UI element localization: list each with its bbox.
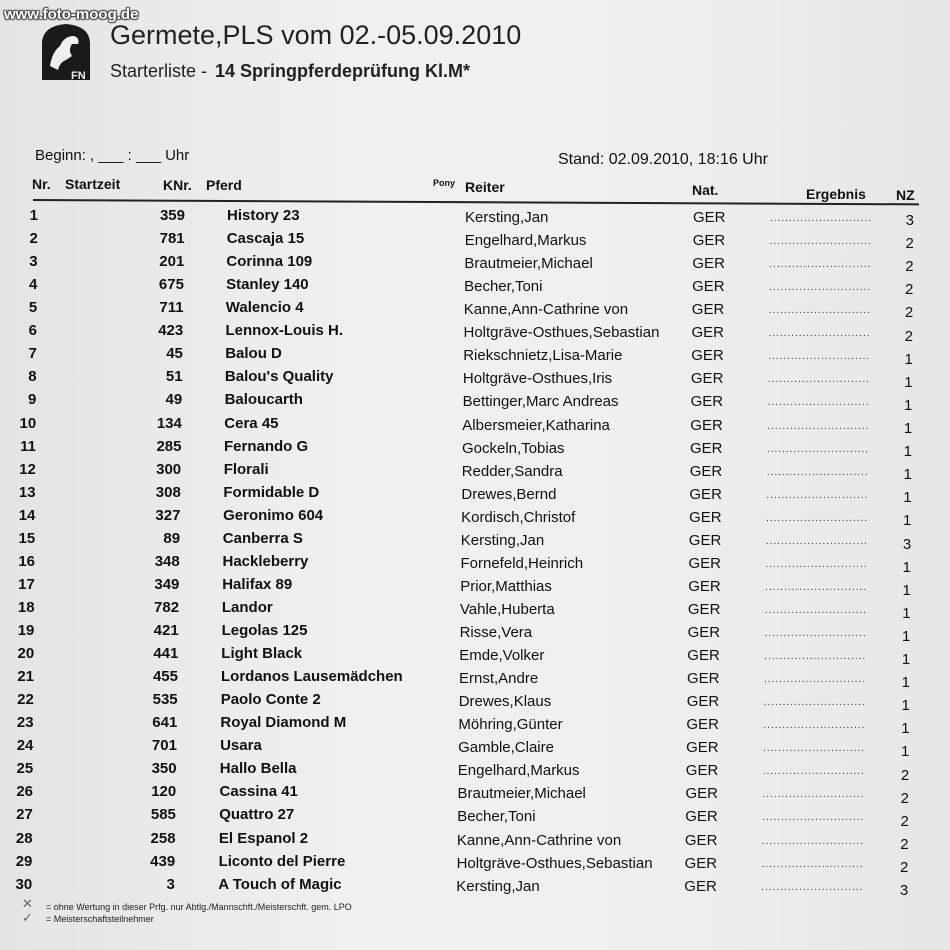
row-number: 19 — [17, 622, 35, 640]
row-knr: 423 — [158, 322, 184, 340]
row-nz: 2 — [904, 327, 913, 345]
row-horse: Liconto del Pierre — [218, 852, 346, 870]
row-nation: GER — [684, 877, 717, 895]
row-horse: A Touch of Magic — [218, 875, 342, 893]
row-nz: 1 — [901, 674, 910, 692]
cross-icon: ✕ — [22, 896, 33, 911]
row-nation: GER — [687, 624, 721, 642]
row-rider: Drewes,Bernd — [461, 485, 557, 503]
row-result-blank: ........................... — [762, 789, 865, 801]
row-number: 26 — [16, 783, 33, 801]
row-number: 30 — [15, 875, 33, 893]
table-row — [0, 230, 950, 253]
row-rider: Holtgräve-Osthues,Sebastian — [463, 324, 660, 342]
row-horse: Balou's Quality — [224, 368, 334, 386]
row-number: 23 — [16, 714, 34, 732]
row-nz: 1 — [903, 419, 913, 437]
row-knr: 711 — [159, 299, 184, 317]
row-result-blank: ........................... — [764, 674, 867, 686]
row-nz: 1 — [903, 489, 912, 507]
row-rider: Engelhard,Markus — [464, 232, 587, 250]
row-result-blank: ........................... — [768, 328, 871, 340]
watermark: www.foto-moog.de — [4, 6, 139, 23]
row-horse: Legolas 125 — [221, 622, 308, 640]
col-header-pferd: Pferd — [206, 177, 242, 193]
row-knr: 285 — [156, 437, 182, 455]
row-number: 12 — [19, 460, 36, 478]
row-knr: 45 — [166, 345, 183, 363]
row-horse: Halifax 89 — [222, 575, 293, 593]
row-horse: Cascaja 15 — [226, 230, 305, 248]
row-nation: GER — [686, 716, 719, 734]
row-result-blank: ........................... — [761, 835, 864, 847]
row-result-blank: ........................... — [762, 812, 865, 824]
row-nation: GER — [685, 762, 719, 780]
row-knr: 359 — [159, 207, 185, 224]
row-result-blank: ........................... — [768, 305, 871, 317]
svg-text:FN: FN — [71, 70, 86, 82]
row-number: 21 — [17, 668, 34, 686]
row-nz: 3 — [905, 212, 914, 229]
row-nation: GER — [687, 670, 720, 688]
row-nation: GER — [691, 324, 725, 342]
row-number: 15 — [18, 529, 36, 547]
row-knr: 327 — [155, 506, 181, 524]
table-row — [0, 391, 950, 414]
row-horse: History 23 — [227, 207, 300, 224]
checkmark-icon: ✓ — [22, 910, 33, 925]
row-nz: 2 — [905, 281, 914, 299]
start-time-field: Beginn: , ___ : ___ Uhr — [35, 147, 190, 164]
subtitle-prefix: Starterliste - — [110, 61, 208, 81]
row-result-blank: ........................... — [769, 282, 872, 294]
table-row — [0, 712, 950, 738]
row-number: 14 — [18, 506, 36, 524]
row-horse: Fernando G — [224, 437, 309, 455]
row-horse: Corinna 109 — [226, 253, 313, 271]
row-knr: 782 — [154, 598, 180, 616]
row-rider: Kersting,Jan — [456, 877, 540, 895]
starter-table — [0, 207, 950, 900]
row-knr: 300 — [156, 460, 182, 478]
table-row — [0, 689, 950, 715]
row-nz: 1 — [904, 350, 913, 368]
row-result-blank: ........................... — [767, 374, 870, 386]
row-nz: 1 — [904, 396, 913, 414]
row-nation: GER — [689, 462, 723, 480]
row-number: 24 — [16, 737, 34, 755]
row-rider: Kanne,Ann-Cathrine von — [463, 301, 629, 319]
row-result-blank: ........................... — [769, 236, 872, 248]
legend-line-1: = ohne Wertung in dieser Prfg. nur Abtlg./Mannschft./Meisterschft. gem. LPO — [46, 902, 352, 912]
row-rider: Prior,Matthias — [460, 577, 552, 595]
row-nation: GER — [692, 255, 725, 273]
row-nz: 2 — [900, 766, 910, 784]
row-knr: 535 — [152, 691, 178, 709]
row-number: 11 — [20, 437, 36, 455]
row-rider: Albersmeier,Katharina — [462, 416, 610, 434]
row-result-blank: ........................... — [765, 581, 868, 593]
row-knr: 585 — [150, 806, 176, 824]
row-horse: Florali — [223, 460, 269, 478]
row-horse: Landor — [221, 598, 273, 616]
row-nz: 1 — [901, 651, 911, 669]
page-subtitle — [110, 61, 470, 82]
row-knr: 675 — [158, 276, 184, 294]
competition-name: 14 Springpferdeprüfung Kl.M* — [215, 61, 471, 81]
table-row — [0, 826, 950, 853]
row-rider: Gamble,Claire — [458, 739, 554, 757]
row-horse: Stanley 140 — [226, 276, 309, 294]
row-nz: 1 — [901, 743, 910, 761]
row-rider: Vahle,Huberta — [459, 600, 555, 618]
row-number: 18 — [17, 598, 35, 616]
table-row — [0, 413, 950, 436]
row-number: 7 — [28, 345, 37, 363]
table-row — [0, 574, 950, 597]
row-rider: Möhring,Günter — [458, 716, 563, 734]
table-row — [0, 459, 950, 482]
row-knr: 701 — [151, 737, 177, 755]
row-number: 9 — [28, 391, 37, 409]
row-result-blank: ........................... — [769, 259, 872, 271]
row-nation: GER — [690, 370, 724, 388]
row-nz: 1 — [902, 558, 911, 576]
table-row — [0, 368, 950, 391]
table-row — [0, 780, 950, 807]
row-horse: Hackleberry — [222, 552, 309, 570]
row-result-blank: ........................... — [764, 628, 867, 640]
row-knr: 781 — [159, 230, 185, 248]
row-rider: Becher,Toni — [464, 278, 543, 296]
table-row — [0, 735, 950, 761]
row-horse: Canberra S — [222, 529, 303, 547]
row-nz: 1 — [903, 443, 912, 461]
header-divider — [33, 199, 919, 205]
table-row — [0, 620, 950, 643]
table-row — [0, 345, 950, 368]
row-number: 27 — [16, 806, 33, 824]
row-number: 3 — [29, 253, 38, 271]
row-nz: 2 — [900, 789, 909, 807]
row-number: 2 — [29, 230, 38, 248]
table-row — [0, 872, 950, 900]
row-nz: 2 — [905, 258, 914, 276]
table-row — [0, 666, 950, 692]
row-number: 17 — [18, 575, 35, 593]
row-result-blank: ........................... — [768, 351, 871, 363]
row-horse: Cassina 41 — [219, 783, 298, 801]
row-number: 29 — [15, 852, 33, 870]
row-nation: GER — [686, 693, 720, 711]
row-result-blank: ........................... — [765, 558, 868, 570]
row-knr: 51 — [165, 368, 183, 386]
row-rider: Kordisch,Christof — [461, 508, 576, 526]
row-rider: Fornefeld,Heinrich — [460, 554, 584, 572]
row-number: 5 — [28, 299, 38, 317]
row-knr: 350 — [151, 760, 177, 778]
row-rider: Becher,Toni — [457, 808, 536, 826]
row-nz: 2 — [905, 235, 914, 253]
row-horse: Royal Diamond M — [220, 714, 347, 732]
row-rider: Kersting,Jan — [460, 531, 545, 549]
row-nz: 2 — [904, 304, 914, 322]
row-nz: 1 — [901, 720, 910, 738]
row-result-blank: ........................... — [767, 397, 870, 409]
row-nation: GER — [692, 232, 726, 250]
row-horse: Light Black — [221, 645, 303, 663]
row-nz: 1 — [903, 466, 912, 484]
row-result-blank: ........................... — [761, 881, 864, 893]
col-header-nat: Nat. — [692, 182, 719, 198]
row-rider: Engelhard,Markus — [457, 762, 580, 780]
row-result-blank: ........................... — [763, 720, 866, 732]
col-header-knr: KNr. — [163, 177, 192, 193]
row-rider: Kanne,Ann-Cathrine von — [456, 831, 622, 849]
row-nation: GER — [690, 416, 723, 434]
row-number: 6 — [28, 322, 37, 340]
page-title: Germete,PLS vom 02.-05.09.2010 — [110, 20, 522, 50]
row-number: 1 — [29, 207, 38, 224]
row-nz: 1 — [902, 627, 911, 645]
table-row — [0, 436, 950, 459]
table-row — [0, 253, 950, 276]
row-knr: 308 — [155, 483, 181, 501]
row-nz: 1 — [904, 373, 913, 391]
row-nation: GER — [688, 554, 722, 572]
row-horse: Hallo Bella — [219, 760, 297, 778]
row-nation: GER — [687, 647, 720, 665]
row-nation: GER — [688, 531, 722, 549]
row-number: 10 — [19, 414, 37, 432]
row-result-blank: ........................... — [766, 466, 869, 478]
row-horse: Geronimo 604 — [223, 506, 324, 524]
table-row — [0, 597, 950, 620]
row-nation: GER — [692, 278, 725, 296]
row-nation: GER — [690, 393, 724, 411]
row-result-blank: ........................... — [764, 604, 867, 616]
row-nz: 1 — [902, 604, 911, 622]
row-result-blank: ........................... — [761, 858, 864, 870]
row-horse: Paolo Conte 2 — [220, 691, 321, 709]
row-result-blank: ........................... — [767, 420, 870, 432]
row-number: 16 — [18, 552, 35, 570]
row-nation: GER — [688, 577, 721, 595]
row-rider: Risse,Vera — [459, 624, 533, 642]
row-result-blank: ........................... — [763, 743, 866, 755]
row-nation: GER — [690, 439, 723, 457]
row-number: 25 — [16, 760, 34, 778]
table-row — [0, 482, 950, 505]
row-nz: 2 — [900, 812, 909, 830]
row-nation: GER — [691, 301, 725, 319]
row-nation: GER — [693, 209, 726, 226]
row-nz: 2 — [900, 859, 909, 876]
table-row — [0, 505, 950, 528]
row-knr: 455 — [152, 668, 178, 686]
row-nation: GER — [685, 808, 718, 826]
row-rider: Bettinger,Marc Andreas — [462, 393, 619, 411]
table-row — [0, 207, 950, 230]
row-nation: GER — [687, 600, 721, 618]
row-knr: 258 — [150, 829, 176, 847]
row-nation: GER — [685, 785, 719, 803]
row-result-blank: ........................... — [770, 213, 873, 224]
row-horse: Baloucarth — [224, 391, 303, 409]
row-result-blank: ........................... — [765, 535, 868, 547]
table-row — [0, 322, 950, 345]
row-nz: 1 — [901, 697, 910, 715]
row-nation: GER — [684, 854, 718, 872]
row-result-blank: ........................... — [766, 512, 869, 524]
row-knr: 3 — [166, 875, 175, 893]
row-rider: Riekschnietz,Lisa-Marie — [463, 347, 623, 365]
row-rider: Redder,Sandra — [461, 462, 563, 480]
col-header-nr: Nr. — [32, 176, 51, 192]
row-knr: 49 — [165, 391, 183, 409]
col-header-nz: NZ — [896, 187, 915, 203]
table-row — [0, 276, 950, 299]
row-horse: Cera 45 — [224, 414, 279, 432]
row-horse: Walencio 4 — [225, 299, 304, 317]
row-rider: Kersting,Jan — [465, 209, 549, 226]
row-knr: 421 — [153, 622, 179, 640]
row-number: 20 — [17, 645, 35, 663]
col-header-reiter: Reiter — [465, 179, 505, 195]
row-knr: 201 — [159, 253, 185, 271]
table-row — [0, 299, 950, 322]
row-knr: 439 — [150, 852, 176, 870]
row-number: 13 — [18, 483, 36, 501]
row-horse: El Espanol 2 — [218, 829, 309, 847]
col-header-ergebnis: Ergebnis — [806, 186, 866, 202]
row-nz: 2 — [900, 835, 909, 853]
row-rider: Holtgräve-Osthues,Sebastian — [456, 854, 653, 872]
row-rider: Gockeln,Tobias — [462, 439, 565, 457]
row-rider: Brautmeier,Michael — [464, 255, 593, 273]
row-nz: 3 — [902, 535, 912, 553]
table-row — [0, 528, 950, 551]
col-header-startzeit: Startzeit — [65, 176, 121, 192]
row-nation: GER — [691, 347, 724, 365]
row-horse: Formidable D — [223, 483, 320, 501]
table-row — [0, 758, 950, 784]
table-row — [0, 643, 950, 669]
row-result-blank: ........................... — [767, 443, 870, 455]
row-result-blank: ........................... — [763, 697, 866, 709]
row-result-blank: ........................... — [766, 489, 869, 501]
fn-logo-icon — [38, 22, 94, 82]
row-knr: 120 — [151, 783, 177, 801]
col-header-pony: Pony — [433, 178, 456, 188]
row-nz: 1 — [903, 512, 912, 530]
row-horse: Quattro 27 — [219, 806, 295, 824]
row-rider: Holtgräve-Osthues,Iris — [462, 370, 613, 388]
row-horse: Balou D — [225, 345, 282, 363]
table-row — [0, 803, 950, 830]
status-date: Stand: 02.09.2010, 18:16 Uhr — [558, 151, 768, 168]
row-knr: 349 — [154, 575, 180, 593]
row-nation: GER — [686, 739, 719, 757]
row-rider: Drewes,Klaus — [458, 693, 552, 711]
row-result-blank: ........................... — [764, 651, 867, 663]
row-nz: 3 — [899, 882, 909, 900]
row-number: 4 — [29, 276, 38, 294]
row-knr: 134 — [156, 414, 182, 432]
row-knr: 641 — [152, 714, 178, 732]
row-number: 8 — [28, 368, 37, 386]
row-horse: Lordanos Lausemädchen — [221, 668, 403, 686]
table-row — [0, 849, 950, 876]
row-knr: 441 — [153, 645, 179, 663]
row-nation: GER — [684, 831, 718, 849]
row-number: 22 — [17, 691, 34, 709]
row-rider: Ernst,Andre — [459, 670, 539, 688]
row-knr: 348 — [154, 552, 180, 570]
row-nz: 1 — [902, 581, 911, 599]
row-number: 28 — [15, 829, 33, 847]
row-horse: Lennox-Louis H. — [225, 322, 343, 340]
table-row — [0, 551, 950, 574]
legend-line-2: = Meisterschaftsteilnehmer — [46, 914, 154, 924]
row-rider: Emde,Volker — [459, 647, 545, 665]
row-result-blank: ........................... — [762, 766, 865, 778]
row-horse: Usara — [220, 737, 262, 755]
row-rider: Brautmeier,Michael — [457, 785, 586, 803]
row-nation: GER — [689, 485, 722, 503]
row-nation: GER — [689, 508, 722, 526]
row-knr: 89 — [163, 529, 181, 547]
